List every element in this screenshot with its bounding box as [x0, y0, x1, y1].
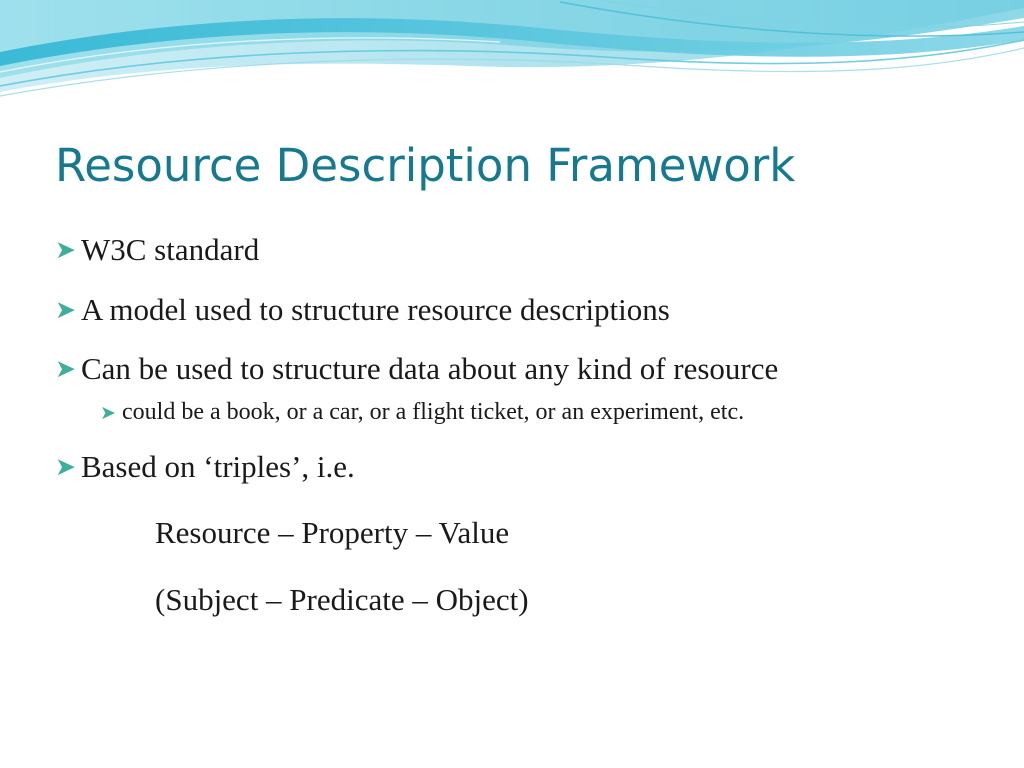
slide-body — [55, 232, 985, 619]
sub-list-item — [100, 399, 985, 427]
arrow-bullet-icon: ➤ — [100, 402, 116, 424]
list-item-label: W3C standard — [81, 232, 260, 267]
sub-list-item-label: could be a book, or a car, or a flight ticket, or an experiment, etc. — [122, 398, 745, 425]
list-item — [55, 351, 985, 387]
arrow-bullet-icon: ➤ — [55, 296, 76, 324]
slide-title: Resource Description Framework — [55, 139, 796, 192]
list-item-label: Can be used to structure data about any kind of resource — [81, 351, 779, 387]
triple-pattern-alt-line: (Subject – Predicate – Object) — [155, 582, 529, 618]
decorative-wave-banner — [0, 0, 1024, 112]
list-item-label: A model used to structure resource descriptions — [81, 291, 670, 327]
list-item — [55, 292, 985, 328]
list-item — [55, 232, 985, 268]
arrow-bullet-icon: ➤ — [55, 453, 76, 481]
list-item — [55, 449, 985, 485]
wave-graphic — [0, 0, 1024, 112]
arrow-bullet-icon: ➤ — [55, 356, 76, 384]
triple-pattern-line: Resource – Property – Value — [155, 515, 510, 551]
list-item-label: Based on ‘triples’, i.e. — [81, 448, 355, 484]
arrow-bullet-icon: ➤ — [55, 237, 76, 264]
